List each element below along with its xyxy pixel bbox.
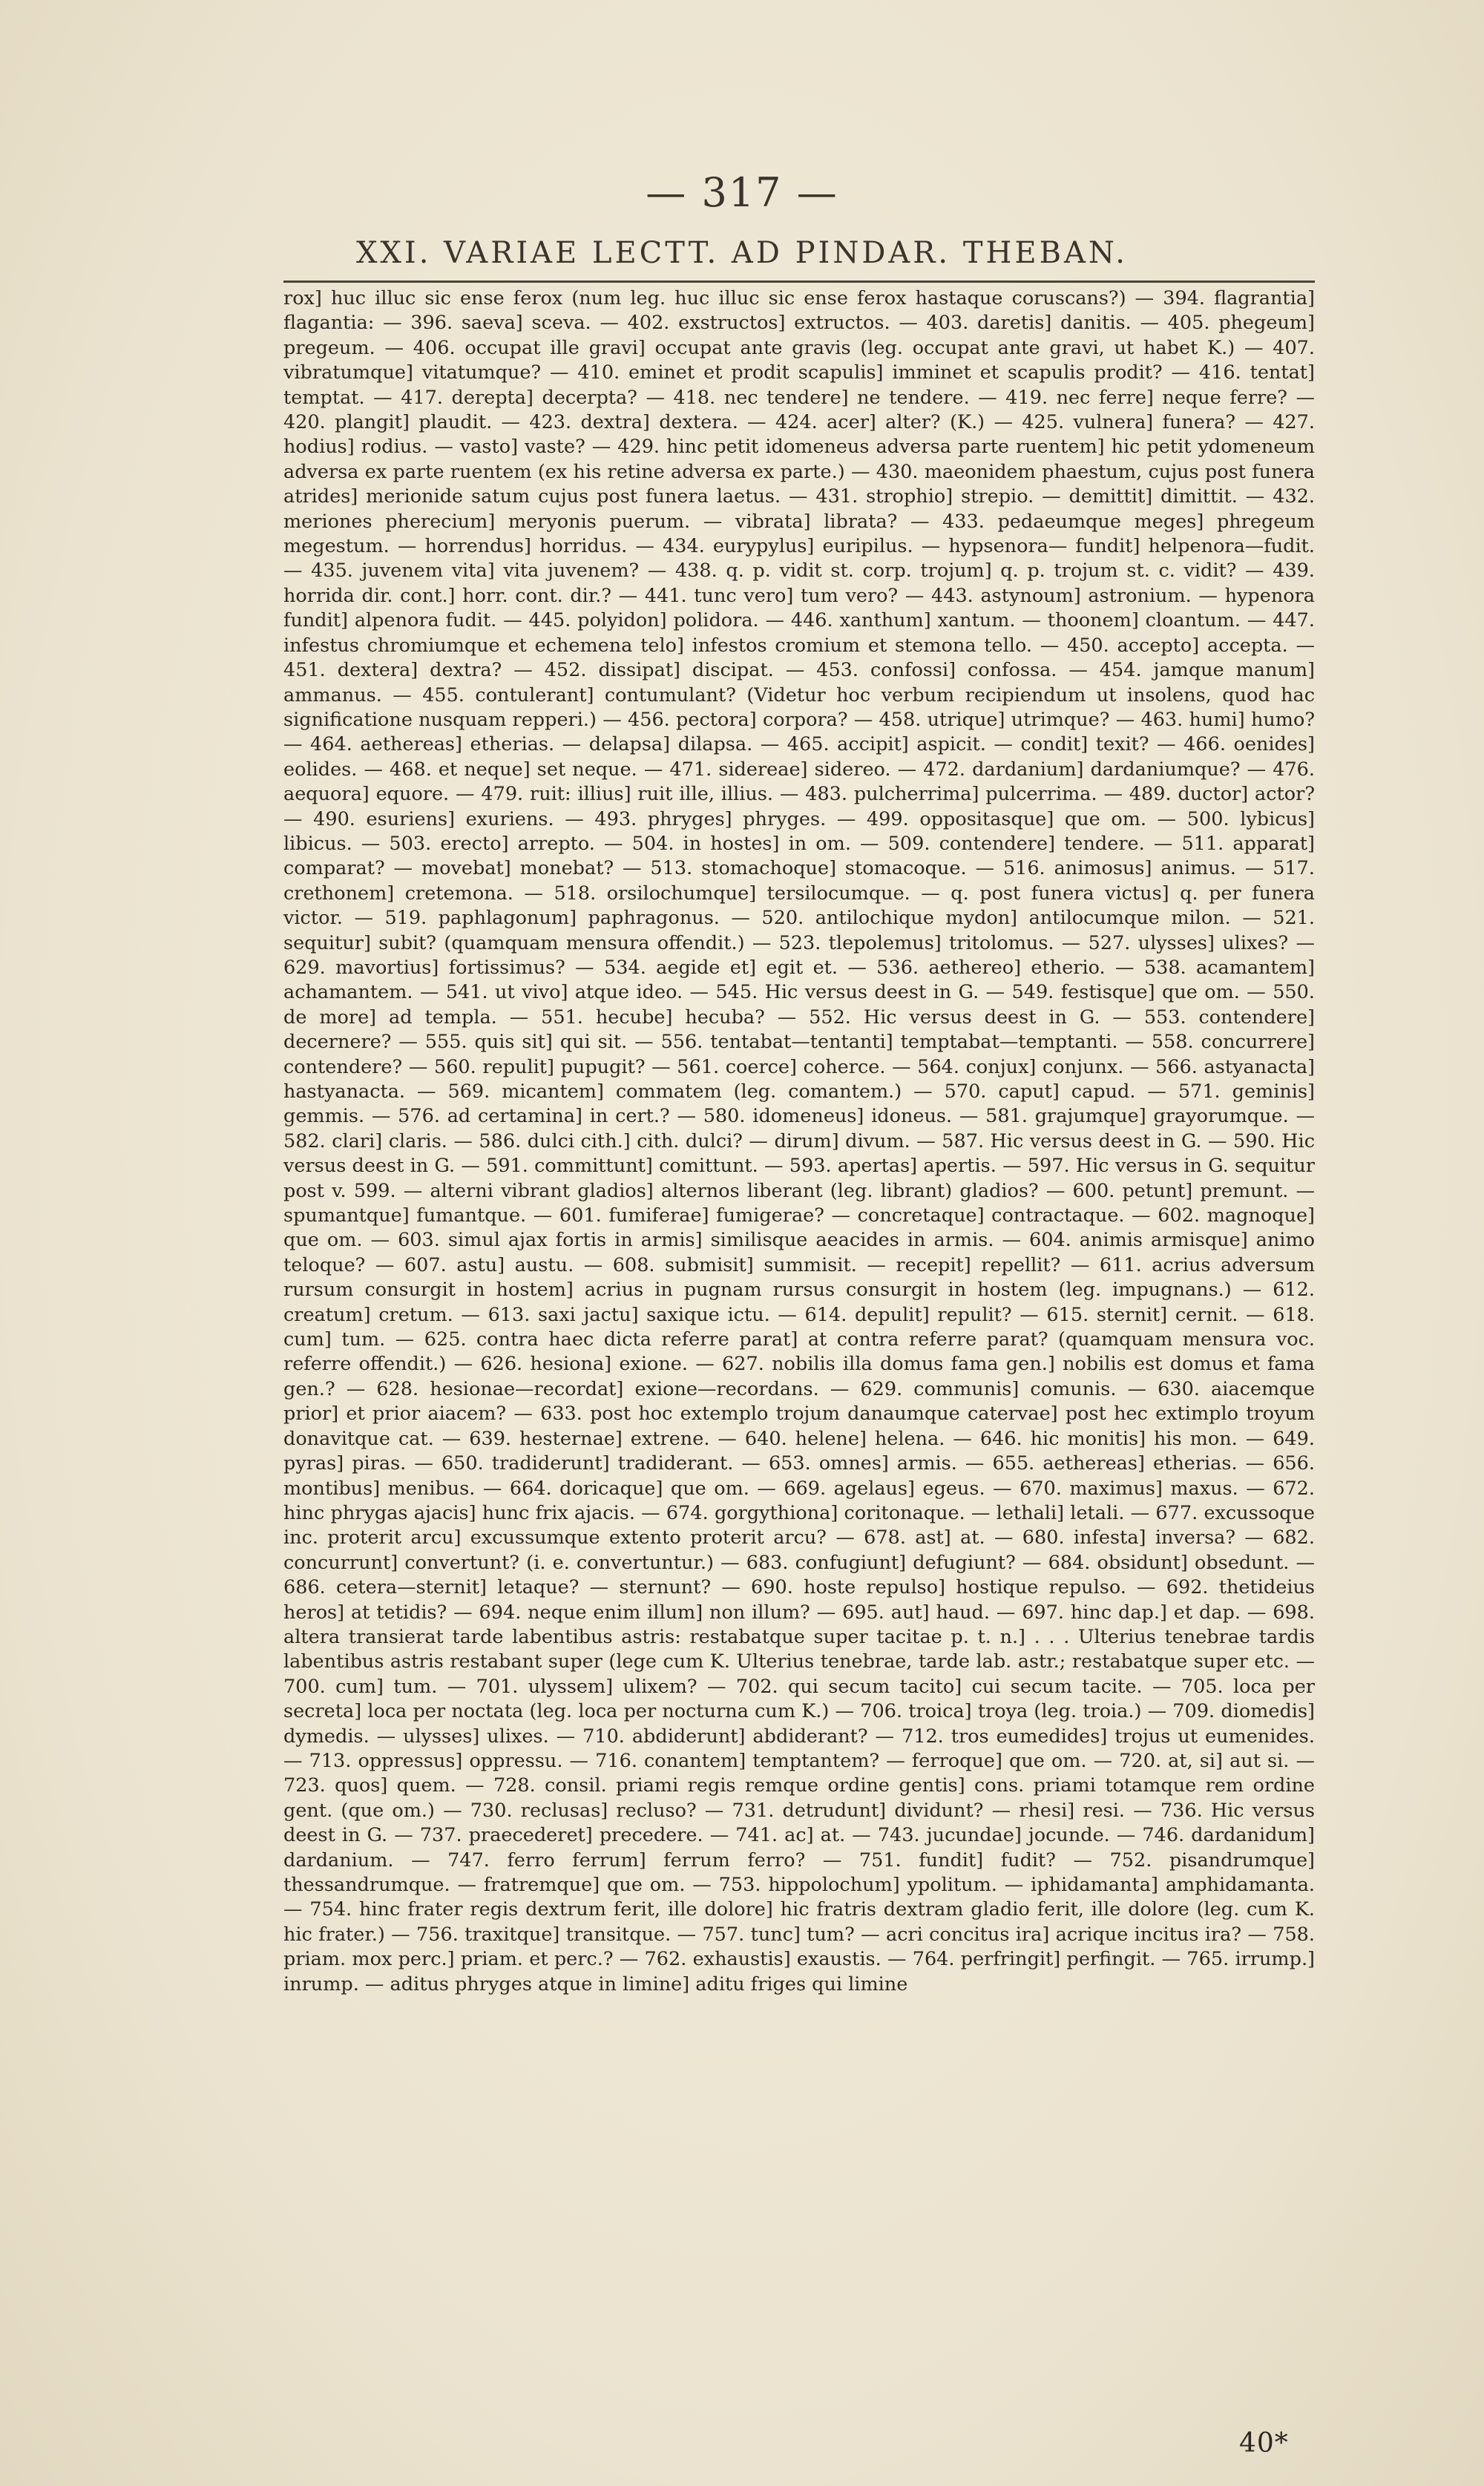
body-text: [283, 286, 1315, 1997]
variant-readings-paragraph: rox] huc illuc sic ense ferox (num leg. huc illuc sic ense ferox hastaque coruscans?) — 394. flagrantia] flagantia: — 396. saeva] sceva. — 402. exstructos] extructos. — 403. daretis] danitis. — 405. phegeum] pregeum. — 406. occupat ille gravi] occupat ante gravis (leg. occupat ante gravi, ut habet K.) — 407. vibratumque] vitatumque? — 410. eminet et prodit scapulis] imminet et scapulis prodit? — 416. tentat] temptat. — 417. derepta] decerpta? — 418. nec tendere] ne tendere. — 419. nec ferre] neque ferre? — 420. plangit] plaudit. — 423. dextra] dextera. — 424. acer] alter? (K.) — 425. vulnera] funera? — 427. hodius] rodius. — vasto] vaste? — 429. hinc petit idomeneus adversa parte ruentem] hic petit ydomeneum adversa ex parte ruentem (ex his retine adversa ex parte.) — 430. maeonidem phaestum, cujus post funera atrides] merionide satum cujus post funera laetus. — 431. strophio] strepio. — demittit] dimittit. — 432. meriones pherecium] meryonis puerum. — vibrata] librata? — 433. pedaeumque meges] phregeum megestum. — horrendus] horridus. — 434. eurypylus] euripilus. — hypsenora— fundit] helpenora—fudit. — 435. juvenem vita] vita juvenem? — 438. q. p. vidit st. corp. trojum] q. p. trojum st. c. vidit? — 439. horrida dir. cont.] horr. cont. dir.? — 441. tunc vero] tum vero? — 443. astynoum] astronium. — hypenora fundit] alpenora fudit. — 445. polyidon] polidora. — 446. xanthum] xantum. — thoonem] cloantum. — 447. infestus chromiumque et echemena telo] infestos cromium et stemona tello. — 450. accepto] accepta. — 451. dextera] dextra? — 452. dissipat] discipat. — 453. confossi] confossa. — 454. jamque manum] ammanus. — 455. contulerant] contumulant? (Videtur hoc verbum recipiendum ut insolens, quod hac significatione nusquam repperi.) — 456. pectora] corpora? — 458. utrique] utrimque? — 463. humi] humo? — 464. aethereas] etherias. — delapsa] dilapsa. — 465. accipit] aspicit. — condit] texit? — 466. oenides] eolides. — 468. et neque] set neque. — 471. sidereae] sidereo. — 472. dardanium] dardaniumque? — 476. aequora] equore. — 479. ruit: illius] ruit ille, illius. — 483. pulcherrima] pulcerrima. — 489. ductor] actor? — 490. esuriens] exuriens. — 493. phryges] phryges. — 499. oppositasque] que om. — 500. lybicus] libicus. — 503. erecto] arrepto. — 504. in hostes] in om. — 509. contendere] tendere. — 511. apparat] comparat? — movebat] monebat? — 513. stomachoque] stomacoque. — 516. animosus] animus. — 517. crethonem] cretemona. — 518. orsilochumque] tersilocumque. — q. post funera victus] q. per funera victor. — 519. paphlagonum] paphragonus. — 520. antilochique mydon] antilocumque milon. — 521. sequitur] subit? (quamquam mensura offendit.) — 523. tlepolemus] tritolomus. — 527. ulysses] ulixes? — 629. mavortius] fortissimus? — 534. aegide et] egit et. — 536. aethereo] etherio. — 538. acamantem] achamantem. — 541. ut vivo] atque ideo. — 545. Hic versus deest in G. — 549. festisque] que om. — 550. de more] ad templa. — 551. hecube] hecuba? — 552. Hic versus deest in G. — 553. contendere] decernere? — 555. quis sit] qui sit. — 556. tentabat—tentanti] temptabat—temptanti. — 558. concurrere] contendere? — 560. repulit] pupugit? — 561. coerce] coherce. — 564. conjux] conjunx. — 566. astyanacta] hastyanacta. — 569. micantem] commatem (leg. comantem.) — 570. caput] capud. — 571. geminis] gemmis. — 576. ad certamina] in cert.? — 580. idomeneus] idoneus. — 581. grajumque] grayorumque. — 582. clari] claris. — 586. dulci cith.] cith. dulci? — dirum] divum. — 587. Hic versus deest in G. — 590. Hic versus deest in G. — 591. committunt] comittunt. — 593. apertas] apertis. — 597. Hic versus in G. sequitur post v. 599. — alterni vibrant gladios] alternos liberant (leg. librant) gladios? — 600. petunt] premunt. — spumantque] fumantque. — 601. fumiferae] fumigerae? — concretaque] contractaque. — 602. magnoque] que om. — 603. simul ajax fortis in armis] similisque aeacides in armis. — 604. animis armisque] animo teloque? — 607. astu] austu. — 608. submisit] summisit. — recepit] repellit? — 611. acrius adversum rursum consurgit in hostem] acrius in pugnam rursus consurgit in hostem (leg. impugnans.) — 612. creatum] cretum. — 613. saxi jactu] saxique ictu. — 614. depulit] repulit? — 615. sternit] cernit. — 618. cum] tum. — 625. contra haec dicta referre parat] at contra referre parat? (quamquam mensura voc. referre offendit.) — 626. hesiona] exione. — 627. nobilis illa domus fama gen.] nobilis est domus et fama gen.? — 628. hesionae—recordat] exione—recordans. — 629. communis] comunis. — 630. aiacemque prior] et prior aiacem? — 633. post hoc extemplo trojum danaumque catervae] post hec extimplo troyum donavitque cat. — 639. hesternae] extrene. — 640. helene] helena. — 646. hic monitis] his mon. — 649. pyras] piras. — 650. tradiderunt] tradiderant. — 653. omnes] armis. — 655. aethereas] etherias. — 656. montibus] menibus. — 664. doricaque] que om. — 669. agelaus] egeus. — 670. maximus] maxus. — 672. hinc phrygas ajacis] hunc frix ajacis. — 674. gorgythiona] coritonaque. — lethali] letali. — 677. excussoque inc. proterit arcu] excussumque extento proterit arcu? — 678. ast] at. — 680. infesta] inversa? — 682. concurrunt] convertunt? (i. e. convertuntur.) — 683. confugiunt] defugiunt? — 684. obsidunt] obsedunt. — 686. cetera—sternit] letaque? — sternunt? — 690. hoste repulso] hostique repulso. — 692. thetideius heros] at tetidis? — 694. neque enim illum] non illum? — 695. aut] haud. — 697. hinc dap.] et dap. — 698. altera transierat tarde labentibus astris: restabatque super tacitae p. t. n.] . . . Ulterius tenebrae tardis labentibus astris restabant super (lege cum K. Ulterius tenebrae, tarde lab. astr.; restabatque super etc. — 700. cum] tum. — 701. ulyssem] ulixem? — 702. qui secum tacito] cui secum tacite. — 705. loca per secreta] loca per noctata (leg. loca per nocturna cum K.) — 706. troica] troya (leg. troia.) — 709. diomedis] dymedis. — ulysses] ulixes. — 710. abdiderunt] abdiderant? — 712. tros eumedides] trojus ut eumenides. — 713. oppressus] oppressu. — 716. conantem] temptantem? — ferroque] que om. — 720. at, si] aut si. — 723. quos] quem. — 728. consil. priami regis remque ordine gentis] cons. priami totamque rem ordine gent. (que om.) — 730. reclusas] recluso? — 731. detrudunt] dividunt? — rhesi] resi. — 736. Hic versus deest in G. — 737. praecederet] precedere. — 741. ac] at. — 743. jucundae] jocunde. — 746. dardanidum] dardanium. — 747. ferro ferrum] ferrum ferro? — 751. fundit] fudit? — 752. pisandrumque] thessandrumque. — fratremque] que om. — 753. hippolochum] ypolitum. — iphidamanta] amphidamanta. — 754. hinc frater regis dextrum ferit, ille dolore] hic fratris dextram gladio ferit, ille dolore (leg. cum K. hic frater.) — 756. traxitque] transitque. — 757. tunc] tum? — acri concitus ira] acrique incitus ira? — 758. priam. mox perc.] priam. et perc.? — 762. exhaustis] exaustis. — 764. perfringit] perfingit. — 765. irrump.] inrump. — aditus phryges atque in limine] aditu friges qui limine: [283, 287, 1315, 1995]
section-title: XXI. VARIAE LECTT. AD PINDAR. THEBAN.: [355, 236, 1129, 270]
section-rule: [283, 281, 1315, 283]
page-number: — 317 —: [646, 169, 838, 216]
signature-mark: 40*: [1239, 2428, 1289, 2459]
